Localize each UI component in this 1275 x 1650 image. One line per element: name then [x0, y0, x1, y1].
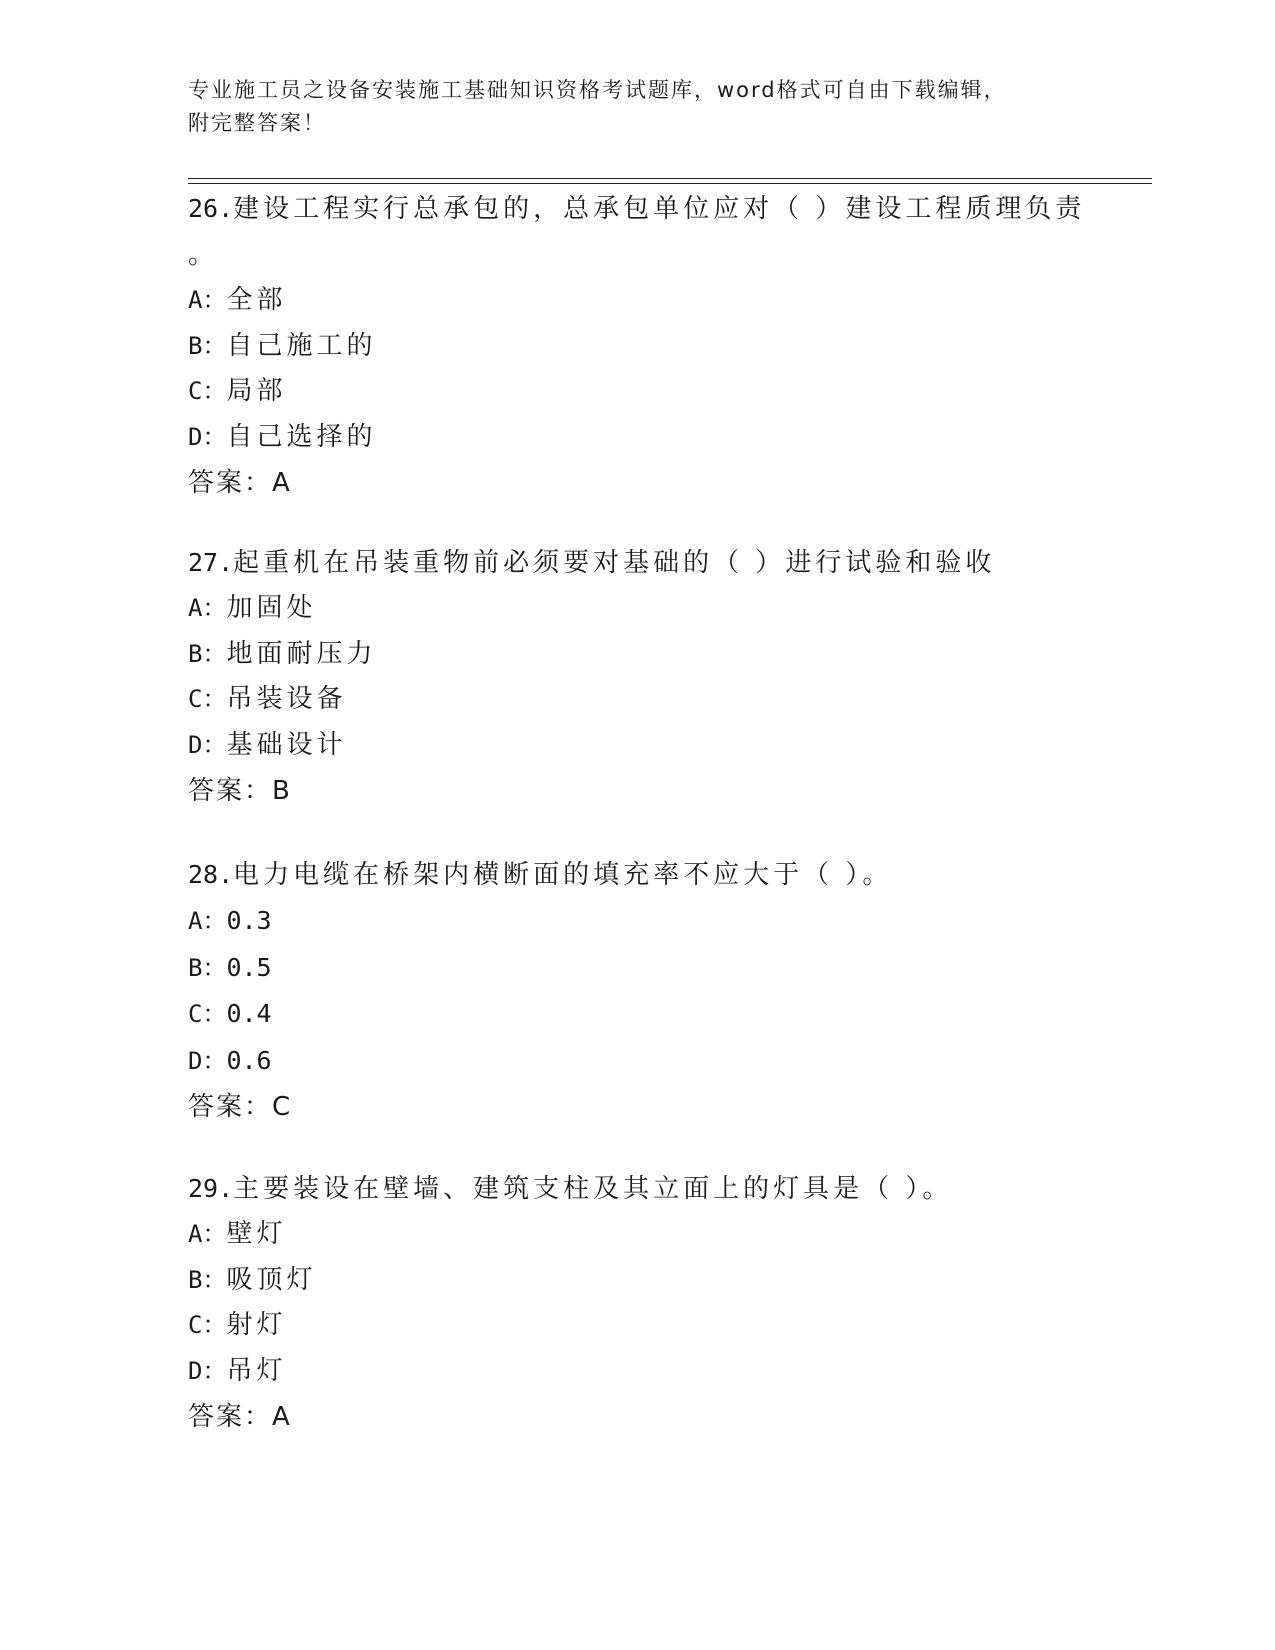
option-d: [188, 723, 1088, 769]
option-text: 吸顶灯: [226, 1264, 317, 1295]
option-b: [188, 324, 1088, 370]
header-divider-top: [188, 178, 1152, 179]
option-a: [188, 898, 1088, 945]
option-text: 吊灯: [226, 1355, 287, 1386]
option-b: [188, 632, 1088, 678]
option-text: 0.5: [226, 952, 272, 982]
question-26: [188, 186, 1088, 506]
option-label: A：: [188, 594, 227, 622]
question-stem: [188, 186, 1088, 232]
option-label: C：: [188, 685, 227, 713]
option-c: [188, 677, 1088, 723]
option-text: 加固处: [226, 593, 317, 623]
question-27: [188, 540, 1088, 814]
option-label: D：: [188, 1356, 227, 1385]
option-text: 射灯: [226, 1310, 287, 1340]
option-text: 0.6: [226, 1045, 272, 1075]
option-label: D：: [188, 422, 227, 451]
question-text: 电力电缆在桥架内横断面的填充率不应大于（ ）。: [233, 860, 893, 890]
option-label: C：: [188, 377, 227, 405]
option-text: 自己选择的: [226, 421, 377, 452]
option-text: 壁灯: [226, 1219, 287, 1249]
question-29: [188, 1166, 1088, 1440]
header-divider-bottom: [188, 183, 1152, 184]
option-d: [188, 1349, 1088, 1395]
answer: 答案：B: [188, 776, 292, 806]
option-label: A：: [188, 286, 227, 314]
option-text: 0.3: [226, 906, 272, 935]
option-label: D：: [188, 1046, 227, 1075]
option-label: B：: [188, 1265, 227, 1294]
option-a: [188, 586, 1088, 632]
answer: 答案：C: [188, 1092, 293, 1122]
question-stem: [188, 852, 1088, 898]
question-stem-tail: 。: [188, 240, 219, 270]
option-label: B：: [188, 639, 227, 668]
option-label: A：: [188, 907, 227, 935]
option-text: 全部: [226, 285, 287, 315]
option-a: [188, 1212, 1088, 1258]
question-number: 28.: [188, 860, 234, 889]
option-c: [188, 991, 1088, 1038]
option-label: C：: [188, 1311, 227, 1339]
question-number: 27.: [188, 548, 234, 577]
option-b: [188, 945, 1088, 992]
question-stem: [188, 1166, 1088, 1212]
question-28: [188, 852, 1088, 1130]
option-b: [188, 1258, 1088, 1304]
option-label: A：: [188, 1220, 227, 1248]
option-label: C：: [188, 1000, 227, 1028]
question-text: 主要装设在壁墙、建筑支柱及其立面上的灯具是（ ）。: [233, 1174, 953, 1204]
answer: 答案：A: [188, 468, 292, 498]
option-label: D：: [188, 730, 227, 759]
header-line-2: 附完整答案！: [188, 111, 326, 135]
option-label: B：: [188, 953, 227, 982]
option-text: 基础设计: [226, 729, 347, 760]
header-line-1: 专业施工员之设备安装施工基础知识资格考试题库，word格式可自由下载编辑，: [188, 78, 1007, 102]
question-number: 29.: [188, 1174, 234, 1203]
question-number: 26.: [188, 194, 234, 223]
option-c: [188, 369, 1088, 415]
option-d: [188, 1038, 1088, 1085]
option-text: 吊装设备: [226, 684, 347, 714]
option-text: 自己施工的: [226, 330, 377, 361]
option-c: [188, 1303, 1088, 1349]
document-header: [188, 74, 1088, 140]
answer: 答案：A: [188, 1402, 292, 1432]
question-stem: [188, 540, 1088, 586]
question-text: 起重机在吊装重物前必须要对基础的（ ）进行试验和验收: [233, 548, 996, 578]
question-text: 建设工程实行总承包的，总承包单位应对（ ）建设工程质理负责: [233, 194, 1086, 224]
option-text: 0.4: [226, 999, 272, 1028]
option-text: 局部: [226, 376, 287, 406]
option-text: 地面耐压力: [226, 638, 377, 669]
option-a: [188, 278, 1088, 324]
option-d: [188, 415, 1088, 461]
option-label: B：: [188, 331, 227, 360]
